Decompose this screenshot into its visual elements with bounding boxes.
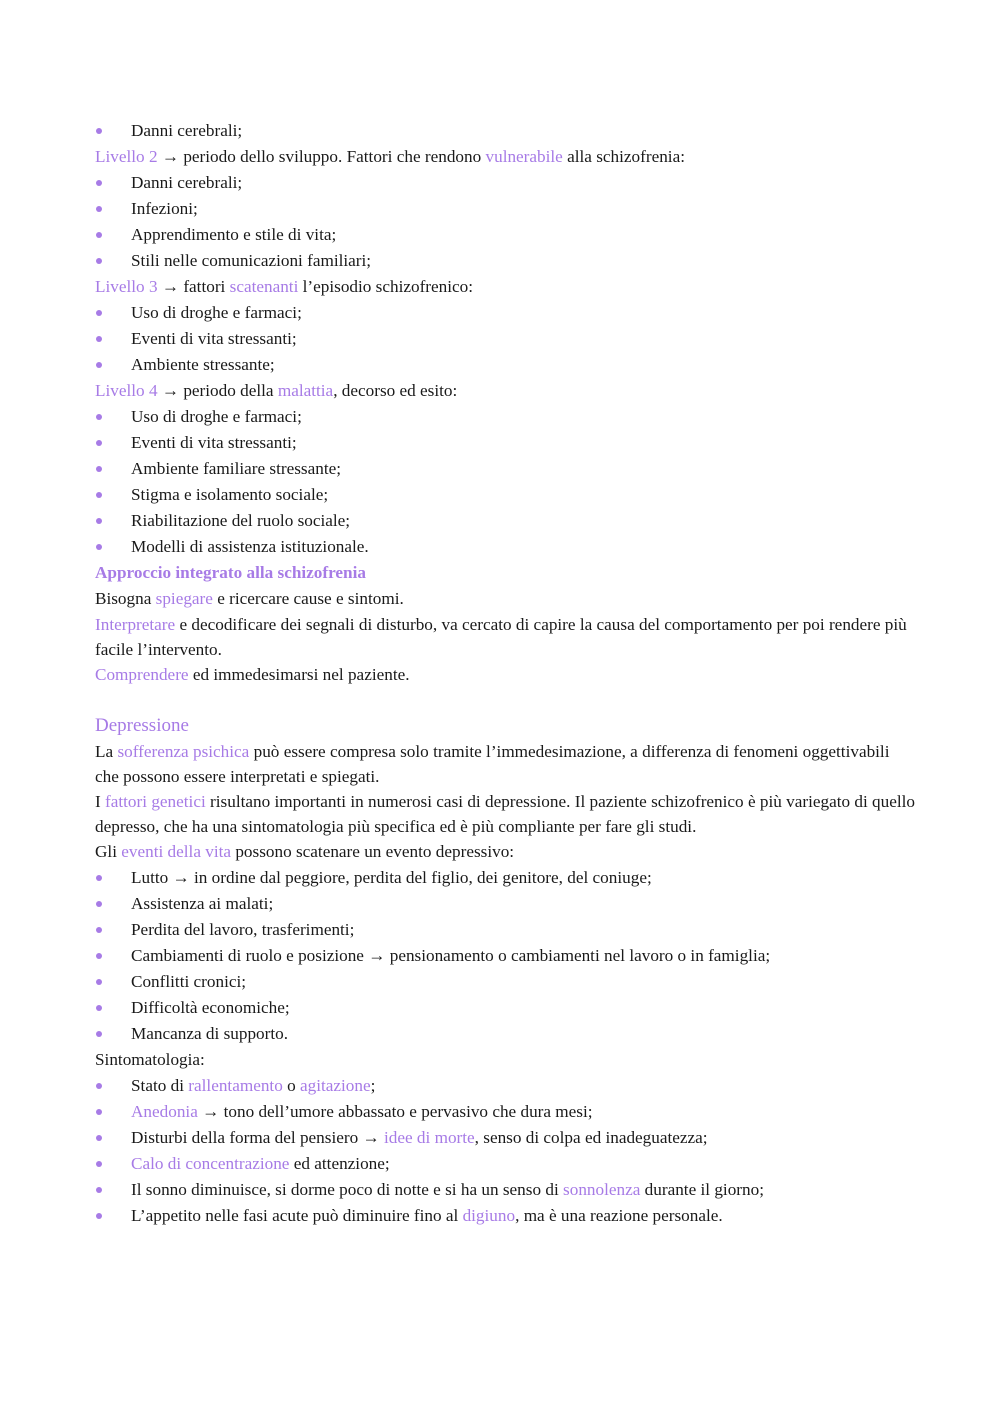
highlighted-term: Livello 2 [95, 147, 158, 166]
text-span: Il sonno diminuisce, si dorme poco di notte e si ha un senso di [131, 1180, 564, 1199]
text-span: Sintomatologia: [95, 1050, 205, 1069]
text-span: e decodificare dei segnali di disturbo, va cercato di capire la causa del comportamento per poi rendere più facile l’intervento. [95, 615, 907, 659]
highlighted-term: Anedonia [131, 1102, 198, 1121]
bullet-dot-icon [96, 128, 102, 134]
text-line [95, 586, 915, 612]
text-span: La [95, 742, 118, 761]
text-line [95, 378, 915, 404]
text-span: , senso di colpa ed inadeguatezza; [474, 1128, 708, 1147]
text-span: → periodo della [157, 381, 278, 400]
text-span: Stili nelle comunicazioni familiari; [131, 251, 372, 270]
highlighted-term: vulnerabile [485, 147, 563, 166]
text-span: , ma è una reazione personale. [515, 1206, 723, 1225]
text-span: Eventi di vita stressanti; [131, 329, 297, 348]
highlighted-term: eventi della vita [121, 842, 232, 861]
section-heading [95, 560, 915, 586]
text-span: risultano importanti in numerosi casi di depressione. Il paziente schizofrenico è più variegato di quello depresso, che ha una sintomatologia più specifica ed è più compliante per fare gli studi. [95, 792, 915, 836]
text-span: Danni cerebrali; [131, 121, 243, 140]
bullet-item [95, 300, 915, 326]
text-span: Ambiente stressante; [131, 355, 275, 374]
text-span: o [282, 1076, 300, 1095]
text-span: Mancanza di supporto. [131, 1024, 289, 1043]
highlighted-term: malattia [277, 381, 334, 400]
bullet-dot-icon [96, 336, 102, 342]
text-span: I [95, 792, 106, 811]
bullet-item [95, 508, 915, 534]
bullet-dot-icon [96, 206, 102, 212]
bullet-item [95, 1203, 915, 1229]
bullet-dot-icon [96, 258, 102, 264]
highlighted-term: digiuno [462, 1206, 516, 1225]
bullet-dot-icon [96, 544, 102, 550]
text-span: Perdita del lavoro, trasferimenti; [131, 920, 355, 939]
paragraph [95, 739, 915, 789]
text-span: Stato di [131, 1076, 189, 1095]
highlighted-term: Livello 4 [95, 381, 158, 400]
text-span: l’episodio schizofrenico: [298, 277, 474, 296]
text-span: ed attenzione; [289, 1154, 390, 1173]
bullet-item [95, 170, 915, 196]
bullet-item [95, 891, 915, 917]
highlighted-term: Comprendere [95, 665, 189, 684]
text-span: Cambiamenti di ruolo e posizione → pensionamento o cambiamenti nel lavoro o in famiglia; [131, 946, 771, 965]
bullet-item [95, 917, 915, 943]
text-span: e ricercare cause e sintomi. [212, 589, 404, 608]
text-span: possono scatenare un evento depressivo: [231, 842, 515, 861]
text-span: Assistenza ai malati; [131, 894, 274, 913]
bullet-dot-icon [96, 1109, 102, 1115]
bullet-dot-icon [96, 492, 102, 498]
bullet-item [95, 1125, 915, 1151]
bullet-dot-icon [96, 1213, 102, 1219]
bullet-item [95, 352, 915, 378]
text-span: Depressione [95, 715, 189, 736]
bullet-dot-icon [96, 1161, 102, 1167]
text-line [95, 662, 915, 688]
bullet-dot-icon [96, 362, 102, 368]
bullet-dot-icon [96, 414, 102, 420]
bullet-item [95, 943, 915, 969]
bullet-dot-icon [96, 979, 102, 985]
bullet-dot-icon [96, 1135, 102, 1141]
bullet-item [95, 1177, 915, 1203]
highlighted-term: fattori genetici [105, 792, 206, 811]
text-span: Lutto → in ordine dal peggiore, perdita del figlio, dei genitore, del coniuge; [131, 868, 652, 887]
text-line [95, 839, 915, 865]
bullet-item [95, 1021, 915, 1047]
text-span: Difficoltà economiche; [131, 998, 290, 1017]
text-span: ed immedesimarsi nel paziente. [188, 665, 410, 684]
bullet-item [95, 404, 915, 430]
bullet-dot-icon [96, 232, 102, 238]
text-span: può essere compresa solo tramite l’immedesimazione, a differenza di fenomeni oggettivabili che possono essere interpretati e spiegati. [95, 742, 890, 786]
highlighted-term: rallentamento [188, 1076, 283, 1095]
text-span: Uso di droghe e farmaci; [131, 303, 302, 322]
bullet-dot-icon [96, 1031, 102, 1037]
text-span: Apprendimento e stile di vita; [131, 225, 337, 244]
highlighted-term: Livello 3 [95, 277, 158, 296]
bullet-item [95, 534, 915, 560]
text-span: Approccio integrato alla schizofrenia [95, 563, 366, 582]
bullet-item [95, 1099, 915, 1125]
text-span: Riabilitazione del ruolo sociale; [131, 511, 351, 530]
bullet-dot-icon [96, 518, 102, 524]
text-span: Bisogna [95, 589, 156, 608]
paragraph [95, 789, 915, 839]
text-line [95, 1047, 915, 1073]
bullet-dot-icon [96, 440, 102, 446]
bullet-dot-icon [96, 310, 102, 316]
bullet-item [95, 969, 915, 995]
text-span: durante il giorno; [640, 1180, 764, 1199]
bullet-item [95, 196, 915, 222]
bullet-dot-icon [96, 1083, 102, 1089]
text-span: L’appetito nelle fasi acute può diminuire fino al [131, 1206, 463, 1225]
text-span: → tono dell’umore abbassato e pervasivo che dura mesi; [197, 1102, 593, 1121]
bullet-dot-icon [96, 927, 102, 933]
text-span: → periodo dello sviluppo. Fattori che rendono [157, 147, 486, 166]
bullet-item [95, 1151, 915, 1177]
bullet-item [95, 222, 915, 248]
highlighted-term: spiegare [155, 589, 213, 608]
bullet-item [95, 456, 915, 482]
highlighted-term: idee di morte [383, 1128, 475, 1147]
highlighted-term: scatenanti [229, 277, 299, 296]
bullet-item [95, 995, 915, 1021]
highlighted-term: Interpretare [95, 615, 176, 634]
text-line [95, 144, 915, 170]
text-span: Conflitti cronici; [131, 972, 247, 991]
bullet-dot-icon [96, 901, 102, 907]
text-span: Modelli di assistenza istituzionale. [131, 537, 369, 556]
bullet-item [95, 248, 915, 274]
document-body [95, 118, 915, 1229]
text-span: Stigma e isolamento sociale; [131, 485, 329, 504]
highlighted-term: sonnolenza [563, 1180, 641, 1199]
bullet-item [95, 1073, 915, 1099]
bullet-item [95, 482, 915, 508]
bullet-item [95, 326, 915, 352]
text-span: → fattori [157, 277, 230, 296]
bullet-dot-icon [96, 953, 102, 959]
bullet-dot-icon [96, 1005, 102, 1011]
highlighted-term: agitazione [299, 1076, 371, 1095]
bullet-dot-icon [96, 180, 102, 186]
section-heading [95, 713, 915, 739]
bullet-dot-icon [96, 466, 102, 472]
text-span: Uso di droghe e farmaci; [131, 407, 302, 426]
text-span: , decorso ed esito: [333, 381, 458, 400]
bullet-dot-icon [96, 875, 102, 881]
text-span: Eventi di vita stressanti; [131, 433, 297, 452]
bullet-item [95, 430, 915, 456]
text-span: ; [370, 1076, 376, 1095]
bullet-item [95, 865, 915, 891]
text-span: Ambiente familiare stressante; [131, 459, 341, 478]
highlighted-term: sofferenza psichica [117, 742, 250, 761]
text-span: Disturbi della forma del pensiero → [131, 1128, 384, 1147]
bullet-dot-icon [96, 1187, 102, 1193]
bullet-item [95, 118, 915, 144]
highlighted-term: Calo di concentrazione [131, 1154, 290, 1173]
paragraph [95, 612, 915, 662]
text-line [95, 274, 915, 300]
text-span: alla schizofrenia: [562, 147, 685, 166]
text-span: Infezioni; [131, 199, 198, 218]
text-span: Gli [95, 842, 122, 861]
paragraph-spacer [95, 688, 915, 713]
text-span: Danni cerebrali; [131, 173, 243, 192]
